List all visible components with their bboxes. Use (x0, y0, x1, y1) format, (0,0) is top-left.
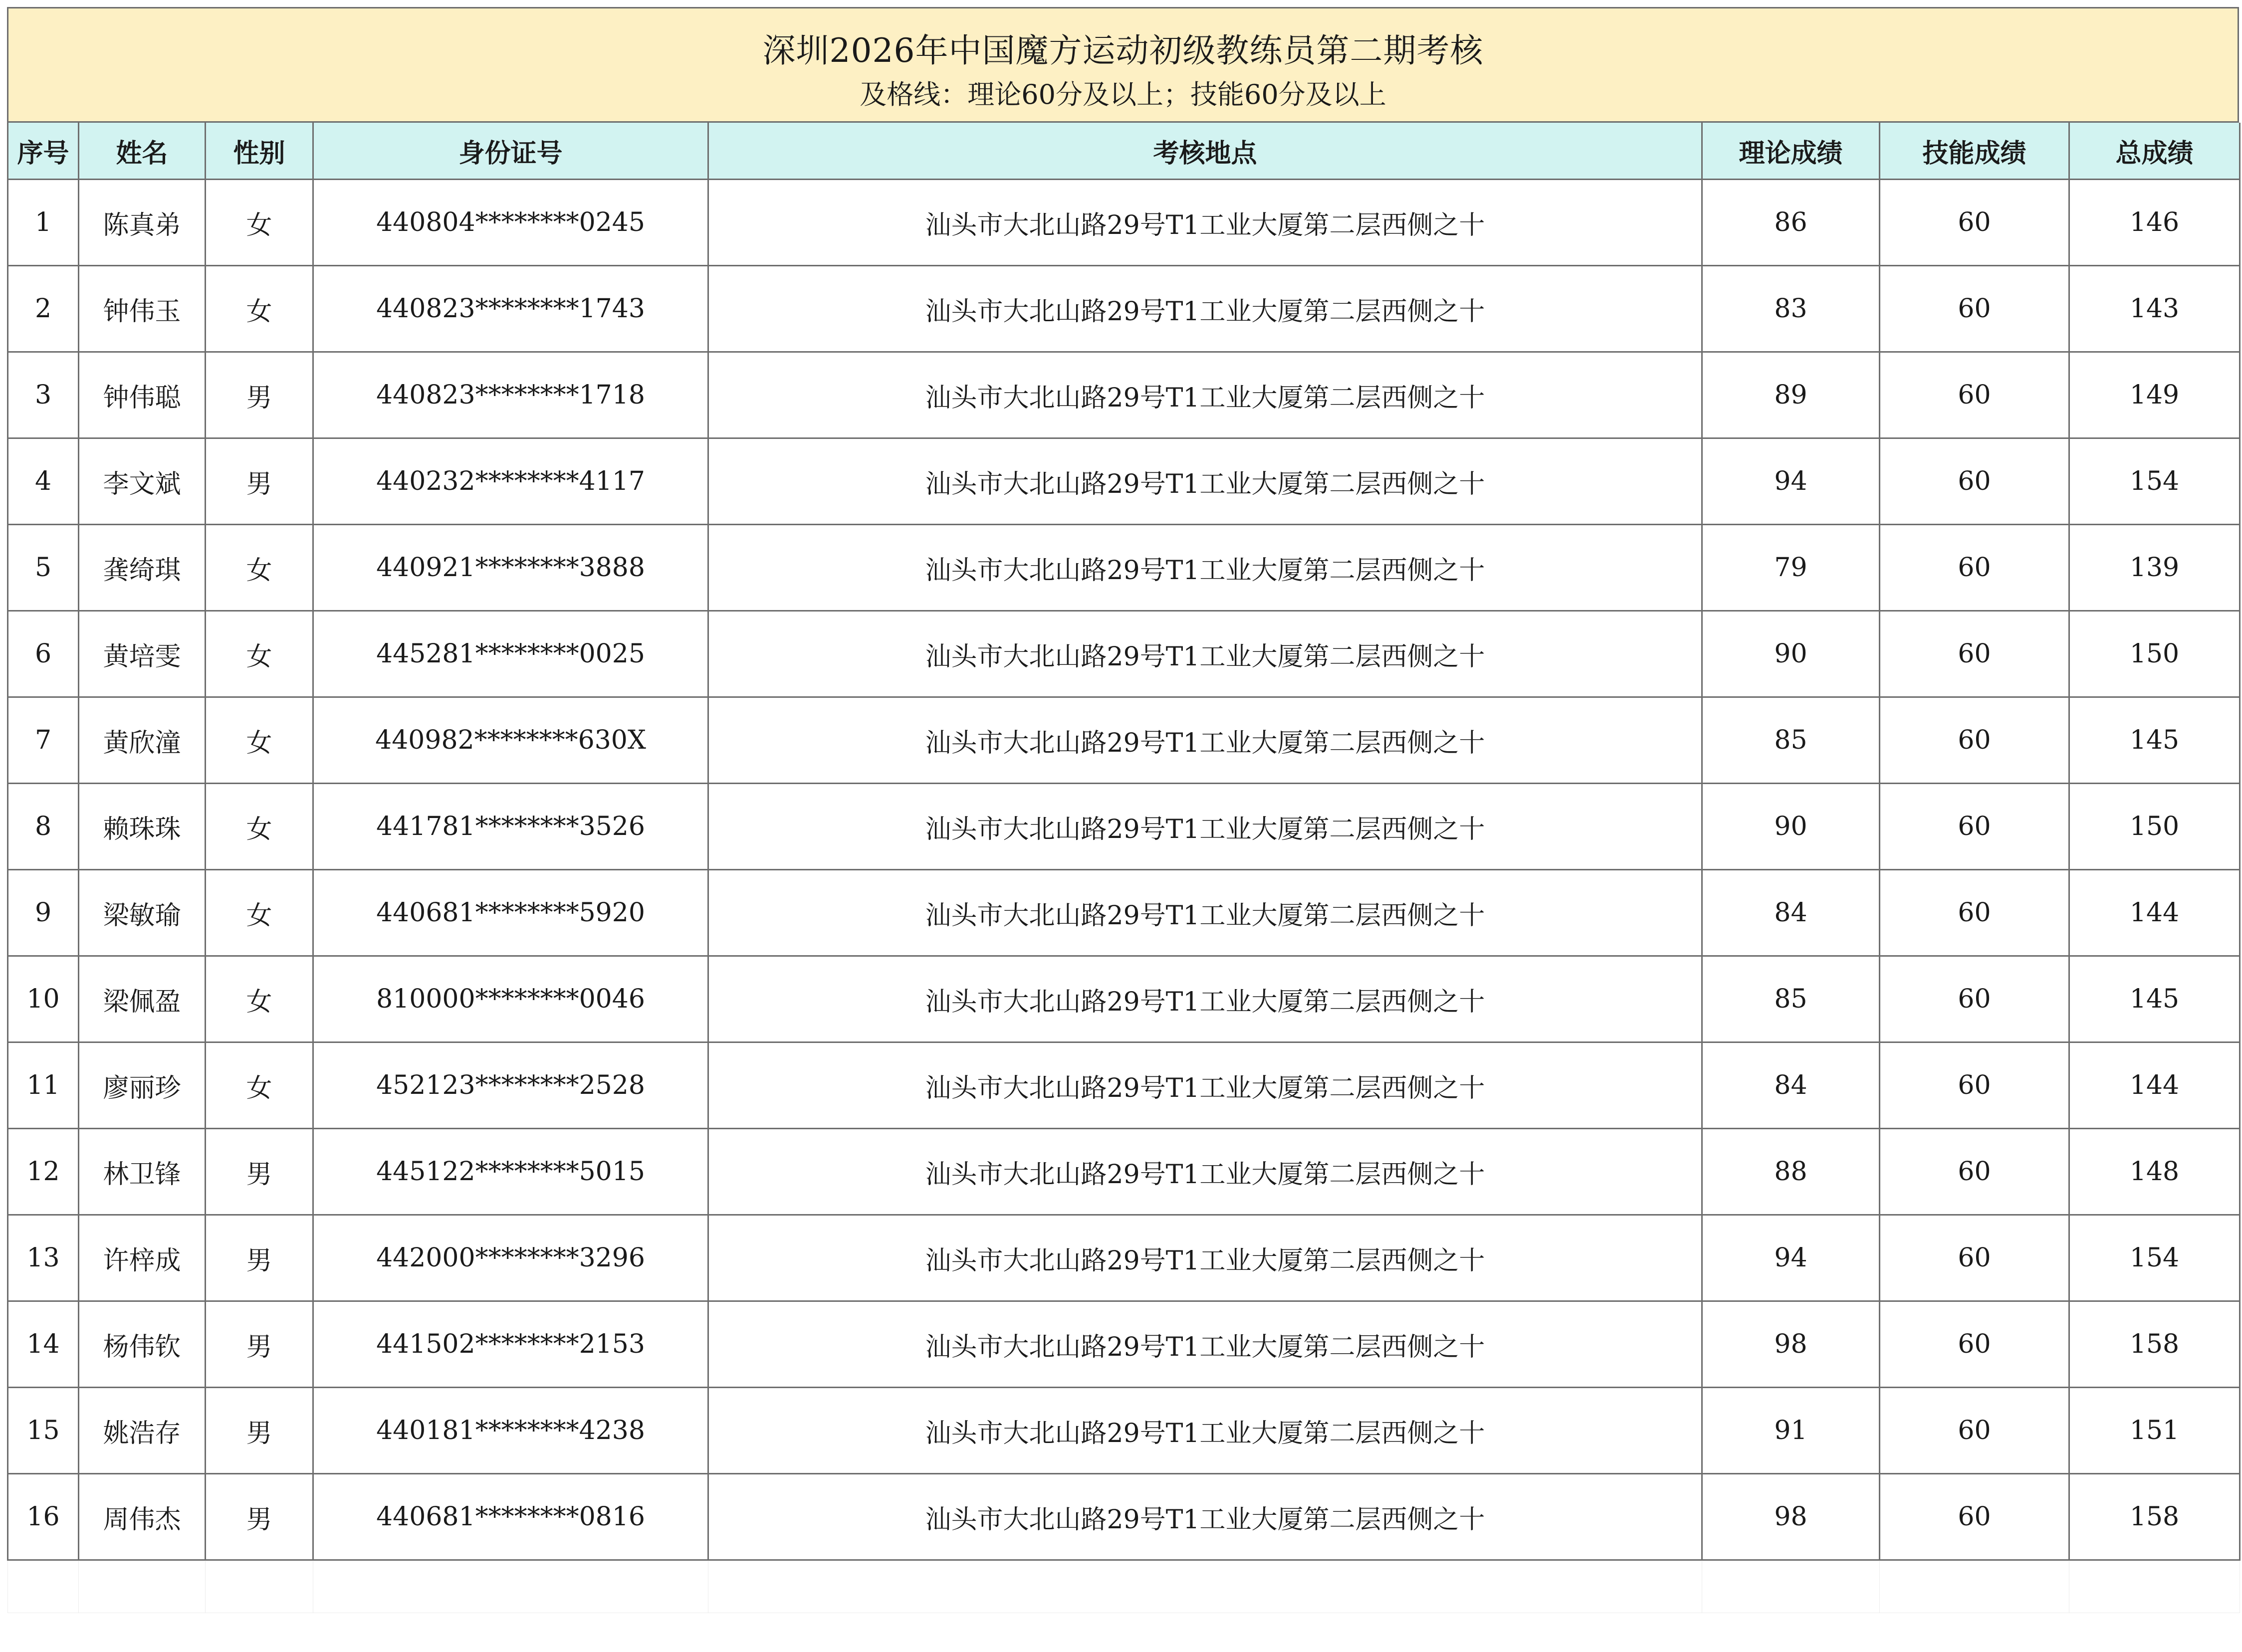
cell-gender[interactable]: 女 (206, 611, 313, 697)
empty-cell[interactable] (79, 1560, 206, 1613)
cell-gender[interactable]: 女 (206, 697, 313, 784)
cell-skill-score[interactable]: 60 (1880, 870, 2069, 956)
cell-theory-score[interactable]: 94 (1702, 438, 1880, 525)
cell-gender[interactable]: 女 (206, 266, 313, 352)
column-header-gender[interactable]: 性别 (206, 123, 313, 180)
cell-location[interactable]: 汕头市大北山路29号T1工业大厦第二层西侧之十 (708, 1474, 1702, 1560)
cell-name[interactable]: 李文斌 (79, 438, 206, 525)
cell-no[interactable]: 1 (8, 180, 79, 266)
cell-theory-score[interactable]: 94 (1702, 1215, 1880, 1301)
cell-gender[interactable]: 男 (206, 1301, 313, 1388)
cell-location[interactable]: 汕头市大北山路29号T1工业大厦第二层西侧之十 (708, 266, 1702, 352)
cell-total-score[interactable]: 139 (2069, 525, 2240, 611)
table-row (8, 525, 2240, 611)
column-header-location[interactable]: 考核地点 (708, 123, 1702, 180)
cell-skill-score[interactable]: 60 (1880, 1301, 2069, 1388)
cell-id-number[interactable]: 810000********0046 (313, 956, 708, 1042)
empty-cell[interactable] (1880, 1560, 2069, 1613)
cell-no[interactable]: 12 (8, 1129, 79, 1215)
cell-total-score[interactable]: 150 (2069, 611, 2240, 697)
empty-cell[interactable] (313, 1560, 708, 1613)
cell-id-number[interactable]: 440232********4117 (313, 438, 708, 525)
cell-location[interactable]: 汕头市大北山路29号T1工业大厦第二层西侧之十 (708, 1215, 1702, 1301)
cell-theory-score[interactable]: 79 (1702, 525, 1880, 611)
cell-gender[interactable]: 女 (206, 870, 313, 956)
cell-id-number[interactable]: 441781********3526 (313, 784, 708, 870)
title-banner (7, 7, 2239, 123)
cell-no[interactable]: 10 (8, 956, 79, 1042)
cell-gender[interactable]: 男 (206, 438, 313, 525)
table-row (8, 956, 2240, 1042)
cell-id-number[interactable]: 440681********0816 (313, 1474, 708, 1560)
column-header-theory[interactable]: 理论成绩 (1702, 123, 1880, 180)
cell-id-number[interactable]: 440823********1718 (313, 352, 708, 438)
cell-total-score[interactable]: 154 (2069, 1215, 2240, 1301)
cell-theory-score[interactable]: 83 (1702, 266, 1880, 352)
cell-name[interactable]: 黄欣潼 (79, 697, 206, 784)
cell-total-score[interactable]: 149 (2069, 352, 2240, 438)
cell-id-number[interactable]: 440181********4238 (313, 1388, 708, 1474)
table-row (8, 784, 2240, 870)
column-header-total[interactable]: 总成绩 (2069, 123, 2240, 180)
cell-name[interactable]: 龚绮琪 (79, 525, 206, 611)
cell-theory-score[interactable]: 84 (1702, 870, 1880, 956)
empty-cell[interactable] (1702, 1560, 1880, 1613)
cell-location[interactable]: 汕头市大北山路29号T1工业大厦第二层西侧之十 (708, 1042, 1702, 1129)
cell-theory-score[interactable]: 88 (1702, 1129, 1880, 1215)
cell-total-score[interactable]: 144 (2069, 870, 2240, 956)
cell-no[interactable]: 15 (8, 1388, 79, 1474)
cell-id-number[interactable]: 440681********5920 (313, 870, 708, 956)
cell-no[interactable]: 4 (8, 438, 79, 525)
cell-name[interactable]: 赖珠珠 (79, 784, 206, 870)
cell-total-score[interactable]: 145 (2069, 697, 2240, 784)
cell-name[interactable]: 林卫锋 (79, 1129, 206, 1215)
cell-gender[interactable]: 男 (206, 1388, 313, 1474)
cell-id-number[interactable]: 441502********2153 (313, 1301, 708, 1388)
cell-name[interactable]: 黄培雯 (79, 611, 206, 697)
cell-no[interactable]: 16 (8, 1474, 79, 1560)
cell-id-number[interactable]: 445122********5015 (313, 1129, 708, 1215)
table-row (8, 180, 2240, 266)
table-row (8, 438, 2240, 525)
cell-total-score[interactable]: 144 (2069, 1042, 2240, 1129)
cell-location[interactable]: 汕头市大北山路29号T1工业大厦第二层西侧之十 (708, 438, 1702, 525)
cell-id-number[interactable]: 440982********630X (313, 697, 708, 784)
cell-name[interactable]: 杨伟钦 (79, 1301, 206, 1388)
cell-theory-score[interactable]: 91 (1702, 1388, 1880, 1474)
cell-skill-score[interactable]: 60 (1880, 1388, 2069, 1474)
empty-cell[interactable] (206, 1560, 313, 1613)
cell-location[interactable]: 汕头市大北山路29号T1工业大厦第二层西侧之十 (708, 784, 1702, 870)
cell-no[interactable]: 8 (8, 784, 79, 870)
cell-skill-score[interactable]: 60 (1880, 697, 2069, 784)
cell-location[interactable]: 汕头市大北山路29号T1工业大厦第二层西侧之十 (708, 611, 1702, 697)
cell-skill-score[interactable]: 60 (1880, 266, 2069, 352)
empty-cell[interactable] (708, 1560, 1702, 1613)
cell-no[interactable]: 3 (8, 352, 79, 438)
column-header-id[interactable]: 身份证号 (313, 123, 708, 180)
cell-name[interactable]: 许梓成 (79, 1215, 206, 1301)
cell-name[interactable]: 钟伟玉 (79, 266, 206, 352)
cell-location[interactable]: 汕头市大北山路29号T1工业大厦第二层西侧之十 (708, 352, 1702, 438)
cell-name[interactable]: 陈真弟 (79, 180, 206, 266)
cell-skill-score[interactable]: 60 (1880, 1215, 2069, 1301)
table-row (8, 1301, 2240, 1388)
pass-line-subtitle: 及格线：理论60分及以上；技能60分及以上 (860, 79, 1386, 110)
cell-skill-score[interactable]: 60 (1880, 1474, 2069, 1560)
cell-no[interactable]: 9 (8, 870, 79, 956)
cell-skill-score[interactable]: 60 (1880, 956, 2069, 1042)
cell-theory-score[interactable]: 85 (1702, 956, 1880, 1042)
cell-gender[interactable]: 女 (206, 956, 313, 1042)
cell-no[interactable]: 5 (8, 525, 79, 611)
cell-theory-score[interactable]: 86 (1702, 180, 1880, 266)
table-row (8, 1215, 2240, 1301)
cell-no[interactable]: 14 (8, 1301, 79, 1388)
cell-skill-score[interactable]: 60 (1880, 352, 2069, 438)
cell-skill-score[interactable]: 60 (1880, 611, 2069, 697)
cell-total-score[interactable]: 143 (2069, 266, 2240, 352)
cell-location[interactable]: 汕头市大北山路29号T1工业大厦第二层西侧之十 (708, 525, 1702, 611)
cell-theory-score[interactable]: 85 (1702, 697, 1880, 784)
cell-gender[interactable]: 男 (206, 1474, 313, 1560)
score-sheet (7, 7, 2239, 1613)
cell-skill-score[interactable]: 60 (1880, 180, 2069, 266)
cell-skill-score[interactable]: 60 (1880, 1042, 2069, 1129)
cell-gender[interactable]: 女 (206, 1042, 313, 1129)
column-header-name[interactable]: 姓名 (79, 123, 206, 180)
cell-no[interactable]: 13 (8, 1215, 79, 1301)
cell-total-score[interactable]: 145 (2069, 956, 2240, 1042)
cell-location[interactable]: 汕头市大北山路29号T1工业大厦第二层西侧之十 (708, 1301, 1702, 1388)
cell-gender[interactable]: 女 (206, 180, 313, 266)
cell-skill-score[interactable]: 60 (1880, 525, 2069, 611)
cell-theory-score[interactable]: 90 (1702, 611, 1880, 697)
cell-location[interactable]: 汕头市大北山路29号T1工业大厦第二层西侧之十 (708, 697, 1702, 784)
cell-location[interactable]: 汕头市大北山路29号T1工业大厦第二层西侧之十 (708, 1129, 1702, 1215)
table-row (8, 697, 2240, 784)
cell-theory-score[interactable]: 98 (1702, 1474, 1880, 1560)
empty-cell[interactable] (2069, 1560, 2240, 1613)
cell-total-score[interactable]: 150 (2069, 784, 2240, 870)
cell-theory-score[interactable]: 98 (1702, 1301, 1880, 1388)
cell-skill-score[interactable]: 60 (1880, 784, 2069, 870)
cell-skill-score[interactable]: 60 (1880, 438, 2069, 525)
cell-skill-score[interactable]: 60 (1880, 1129, 2069, 1215)
cell-theory-score[interactable]: 84 (1702, 1042, 1880, 1129)
cell-gender[interactable]: 女 (206, 784, 313, 870)
cell-theory-score[interactable]: 89 (1702, 352, 1880, 438)
page-title: 深圳2026年中国魔方运动初级教练员第二期考核 (762, 31, 1484, 70)
table-row (8, 870, 2240, 956)
cell-id-number[interactable]: 440921********3888 (313, 525, 708, 611)
cell-gender[interactable]: 男 (206, 1215, 313, 1301)
cell-location[interactable]: 汕头市大北山路29号T1工业大厦第二层西侧之十 (708, 956, 1702, 1042)
table-row (8, 1042, 2240, 1129)
cell-no[interactable]: 11 (8, 1042, 79, 1129)
table-row (8, 611, 2240, 697)
cell-id-number[interactable]: 440823********1743 (313, 266, 708, 352)
table-row (8, 352, 2240, 438)
cell-total-score[interactable]: 158 (2069, 1474, 2240, 1560)
cell-name[interactable]: 梁敏瑜 (79, 870, 206, 956)
empty-cell[interactable] (8, 1560, 79, 1613)
column-header-no[interactable]: 序号 (8, 123, 79, 180)
cell-total-score[interactable]: 158 (2069, 1301, 2240, 1388)
cell-location[interactable]: 汕头市大北山路29号T1工业大厦第二层西侧之十 (708, 180, 1702, 266)
cell-id-number[interactable]: 442000********3296 (313, 1215, 708, 1301)
cell-location[interactable]: 汕头市大北山路29号T1工业大厦第二层西侧之十 (708, 870, 1702, 956)
cell-gender[interactable]: 女 (206, 525, 313, 611)
table-row (8, 1129, 2240, 1215)
cell-no[interactable]: 2 (8, 266, 79, 352)
cell-name[interactable]: 姚浩存 (79, 1388, 206, 1474)
cell-theory-score[interactable]: 90 (1702, 784, 1880, 870)
cell-gender[interactable]: 男 (206, 352, 313, 438)
cell-name[interactable]: 梁佩盈 (79, 956, 206, 1042)
column-header-skill[interactable]: 技能成绩 (1880, 123, 2069, 180)
cell-no[interactable]: 7 (8, 697, 79, 784)
cell-total-score[interactable]: 154 (2069, 438, 2240, 525)
cell-name[interactable]: 廖丽珍 (79, 1042, 206, 1129)
table-body (8, 180, 2240, 1613)
table-row (8, 1474, 2240, 1560)
cell-gender[interactable]: 男 (206, 1129, 313, 1215)
table-row (8, 1388, 2240, 1474)
cell-total-score[interactable]: 146 (2069, 180, 2240, 266)
cell-name[interactable]: 钟伟聪 (79, 352, 206, 438)
table-row (8, 266, 2240, 352)
cell-id-number[interactable]: 440804********0245 (313, 180, 708, 266)
empty-row (8, 1560, 2240, 1613)
cell-location[interactable]: 汕头市大北山路29号T1工业大厦第二层西侧之十 (708, 1388, 1702, 1474)
cell-name[interactable]: 周伟杰 (79, 1474, 206, 1560)
cell-id-number[interactable]: 452123********2528 (313, 1042, 708, 1129)
cell-no[interactable]: 6 (8, 611, 79, 697)
cell-id-number[interactable]: 445281********0025 (313, 611, 708, 697)
header-row (8, 123, 2240, 180)
results-table (7, 123, 2241, 1613)
cell-total-score[interactable]: 148 (2069, 1129, 2240, 1215)
cell-total-score[interactable]: 151 (2069, 1388, 2240, 1474)
